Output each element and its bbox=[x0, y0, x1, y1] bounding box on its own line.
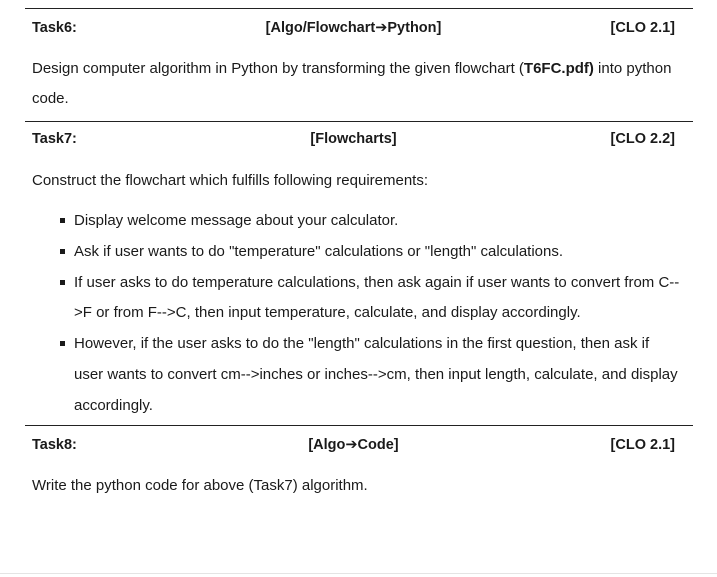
task8-description: Write the python code for above (Task7) algorithm. bbox=[32, 477, 368, 494]
task7-label: Task7: bbox=[32, 131, 77, 147]
list-item: Ask if user wants to do "temperature" calculations or "length" calculations. bbox=[60, 237, 680, 268]
task6-description: Design computer algorithm in Python by transforming the given flowchart (T6FC.pdf) into python code. bbox=[32, 60, 672, 107]
page-edge bbox=[0, 573, 717, 574]
bullet-icon bbox=[60, 341, 65, 346]
task6-clo: [CLO 2.1] bbox=[610, 20, 675, 36]
task6-topic: [Algo/Flowchart➔Python] bbox=[265, 20, 442, 36]
divider-line bbox=[25, 425, 693, 426]
task7-requirements-list bbox=[60, 206, 680, 422]
list-item: If user asks to do temperature calculations, then ask again if user wants to convert from C-->F or from F-->C, then input temperature, calculate, and display accordingly. bbox=[60, 268, 680, 330]
arrow-icon: ➔ bbox=[375, 20, 388, 36]
task7-clo: [CLO 2.2] bbox=[610, 131, 675, 147]
task8-header bbox=[32, 437, 675, 459]
task8-topic: [Algo➔Code] bbox=[308, 437, 399, 453]
list-item: However, if the user asks to do the "length" calculations in the first question, then ask if user wants to convert cm-->inches or inches-->cm, then input length, calculate, and display accordingly. bbox=[60, 329, 680, 421]
divider-line bbox=[25, 8, 693, 9]
task8-label: Task8: bbox=[32, 437, 77, 453]
task7-header bbox=[32, 131, 675, 153]
arrow-icon: ➔ bbox=[345, 437, 358, 453]
divider-line bbox=[25, 121, 693, 122]
task7-intro: Construct the flowchart which fulfills following requirements: bbox=[32, 172, 428, 189]
task6-file-name: T6FC.pdf) bbox=[523, 60, 594, 77]
task6-header bbox=[32, 20, 675, 42]
bullet-icon bbox=[60, 280, 65, 285]
task7-topic: [Flowcharts] bbox=[310, 131, 397, 147]
task6-label: Task6: bbox=[32, 20, 77, 36]
list-item: Display welcome message about your calculator. bbox=[60, 206, 680, 237]
bullet-icon bbox=[60, 249, 65, 254]
task8-clo: [CLO 2.1] bbox=[610, 437, 675, 453]
bullet-icon bbox=[60, 218, 65, 223]
